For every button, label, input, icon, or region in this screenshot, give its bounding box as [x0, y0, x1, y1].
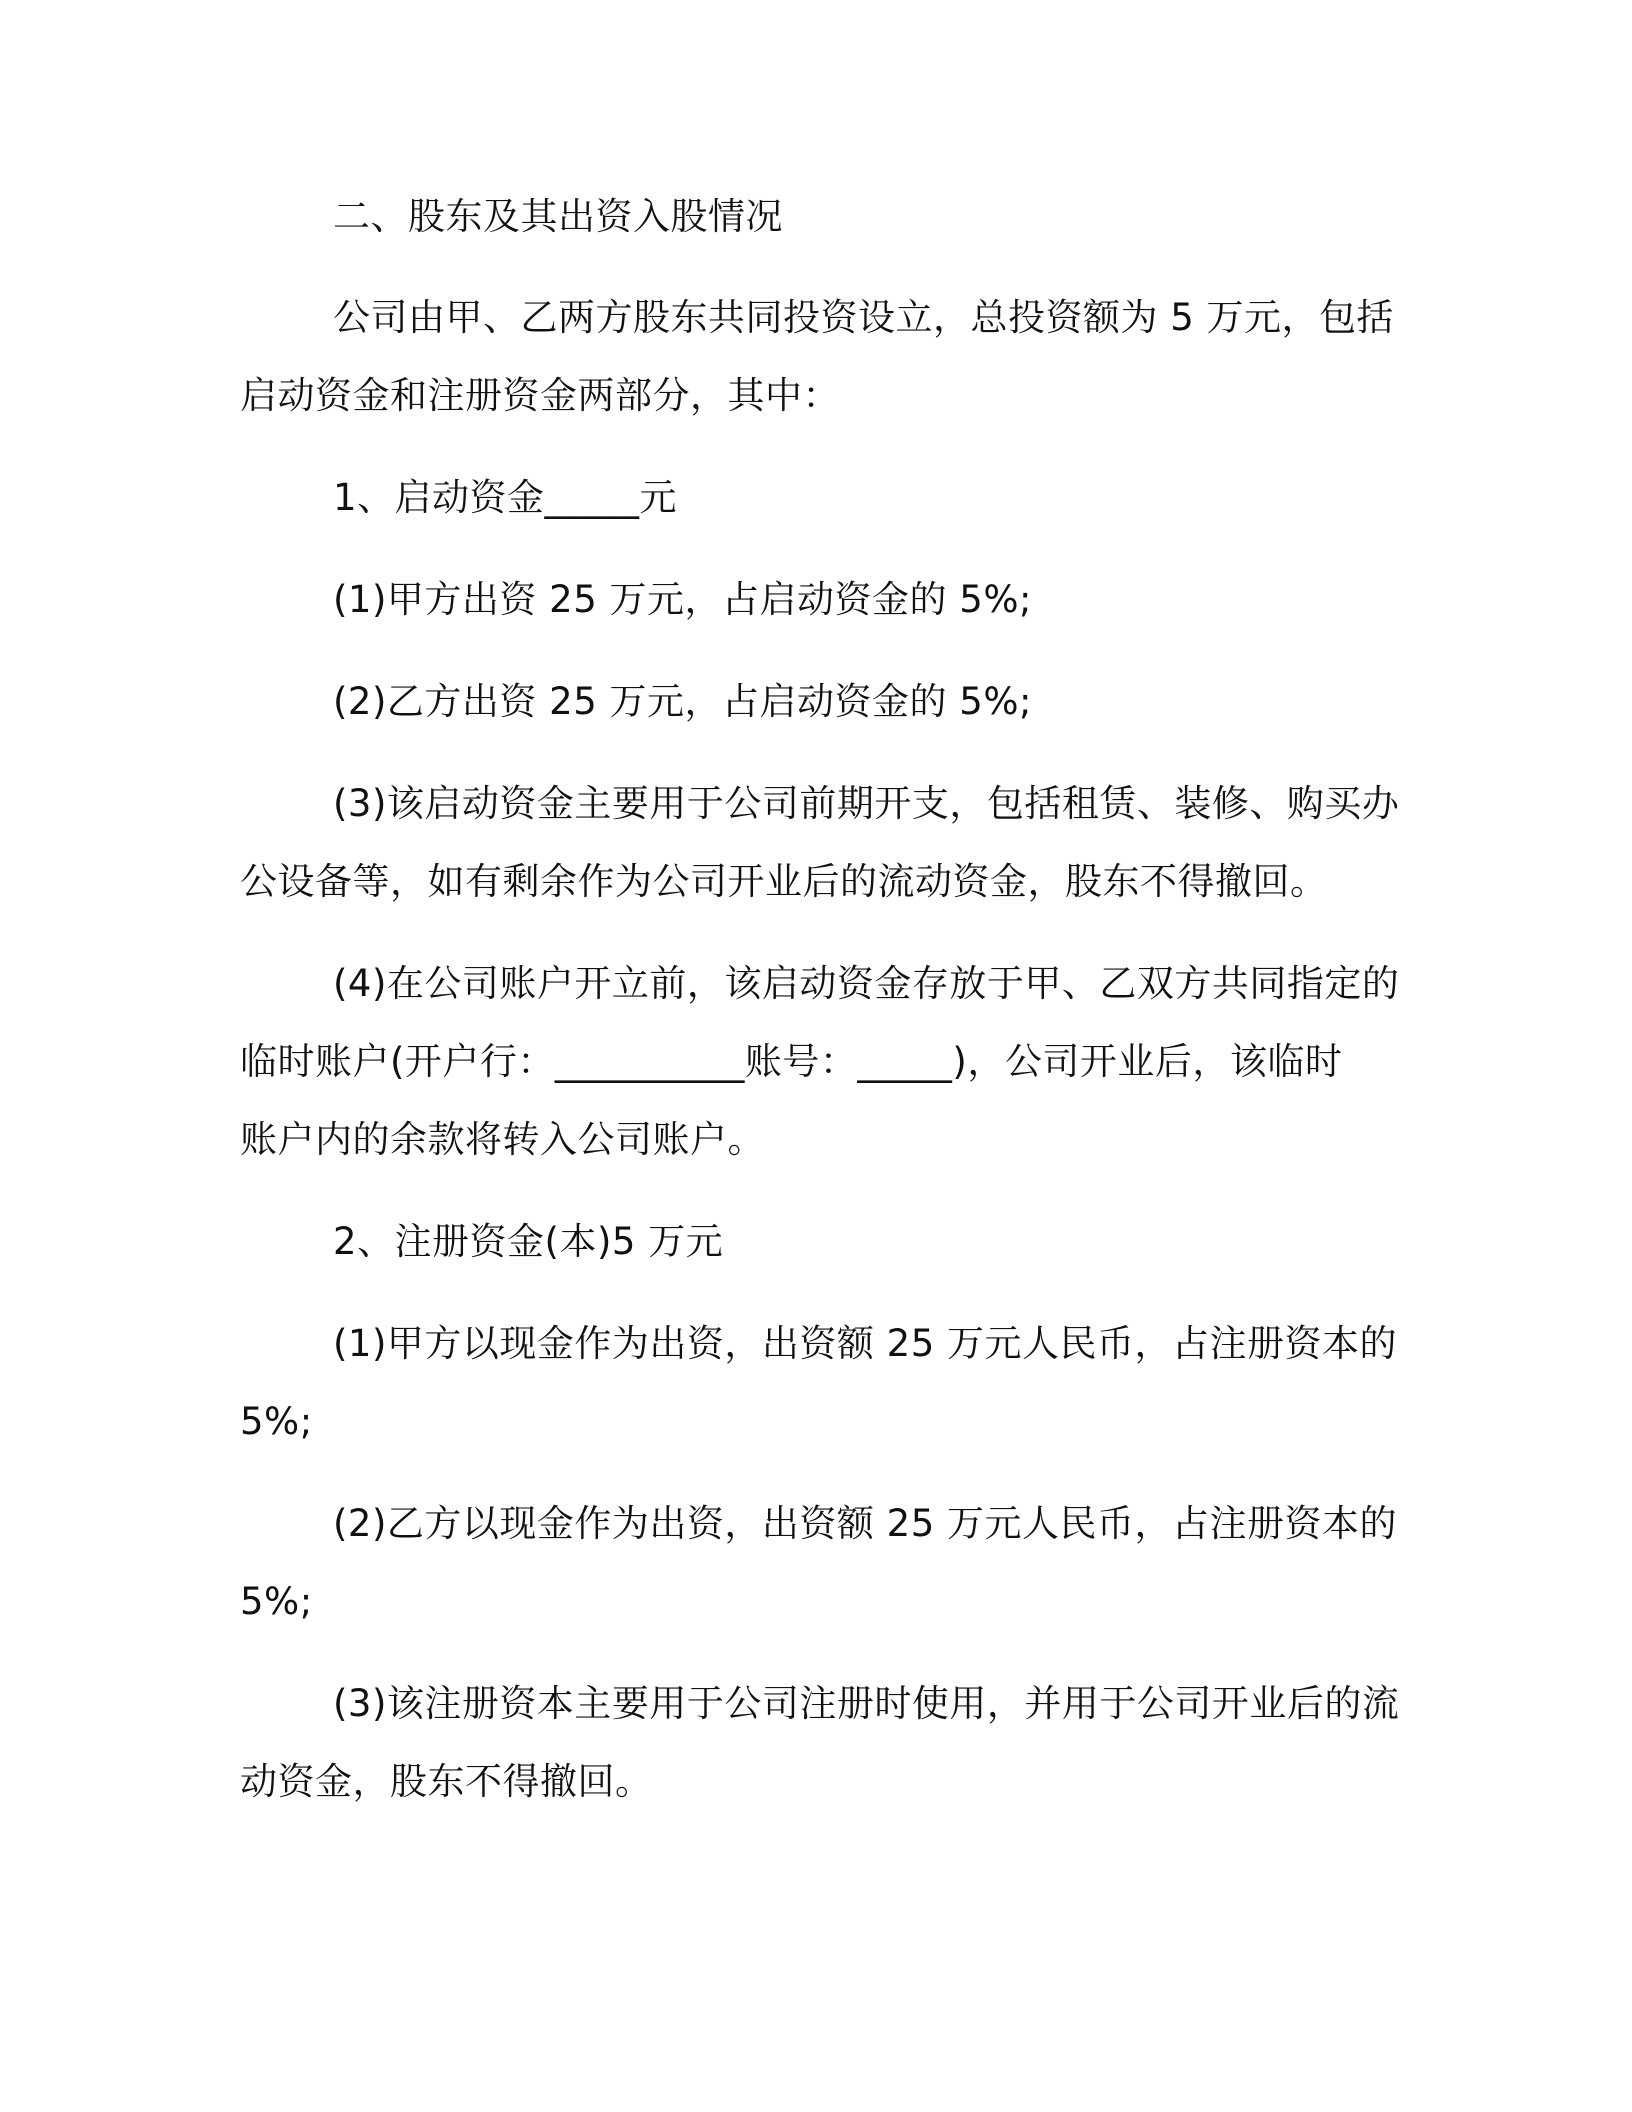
- list-item: (1)甲方出资 25 万元，占启动资金的 5%;: [333, 578, 1032, 621]
- list-item: (2)乙方出资 25 万元，占启动资金的 5%;: [333, 680, 1032, 723]
- paragraph-line: 5%;: [240, 1400, 313, 1443]
- paragraph-line: 公司由甲、乙两方股东共同投资设立，总投资额为 5 万元，包括: [333, 296, 1395, 339]
- list-item: (3)该启动资金主要用于公司前期开支，包括租赁、装修、购买办: [333, 782, 1400, 825]
- list-item-heading: 1、启动资金_____元: [333, 476, 678, 519]
- list-item: (1)甲方以现金作为出资，出资额 25 万元人民币，占注册资本的: [333, 1322, 1398, 1365]
- paragraph-line: 临时账户(开户行：__________账号：_____)，公司开业后，该临时: [240, 1040, 1343, 1083]
- list-item: (3)该注册资本主要用于公司注册时使用，并用于公司开业后的流: [333, 1682, 1400, 1725]
- paragraph-line: 公设备等，如有剩余作为公司开业后的流动资金，股东不得撤回。: [240, 860, 1328, 903]
- paragraph-line: 动资金，股东不得撤回。: [240, 1760, 653, 1803]
- list-item: (2)乙方以现金作为出资，出资额 25 万元人民币，占注册资本的: [333, 1502, 1398, 1545]
- paragraph-line: 5%;: [240, 1580, 313, 1623]
- paragraph-line: 启动资金和注册资金两部分，其中：: [240, 374, 840, 417]
- paragraph-line: 账户内的余款将转入公司账户。: [240, 1118, 765, 1161]
- list-item: (4)在公司账户开立前，该启动资金存放于甲、乙双方共同指定的: [333, 962, 1400, 1005]
- list-item-heading: 2、注册资金(本)5 万元: [333, 1220, 724, 1263]
- section-heading: 二、股东及其出资入股情况: [333, 195, 783, 238]
